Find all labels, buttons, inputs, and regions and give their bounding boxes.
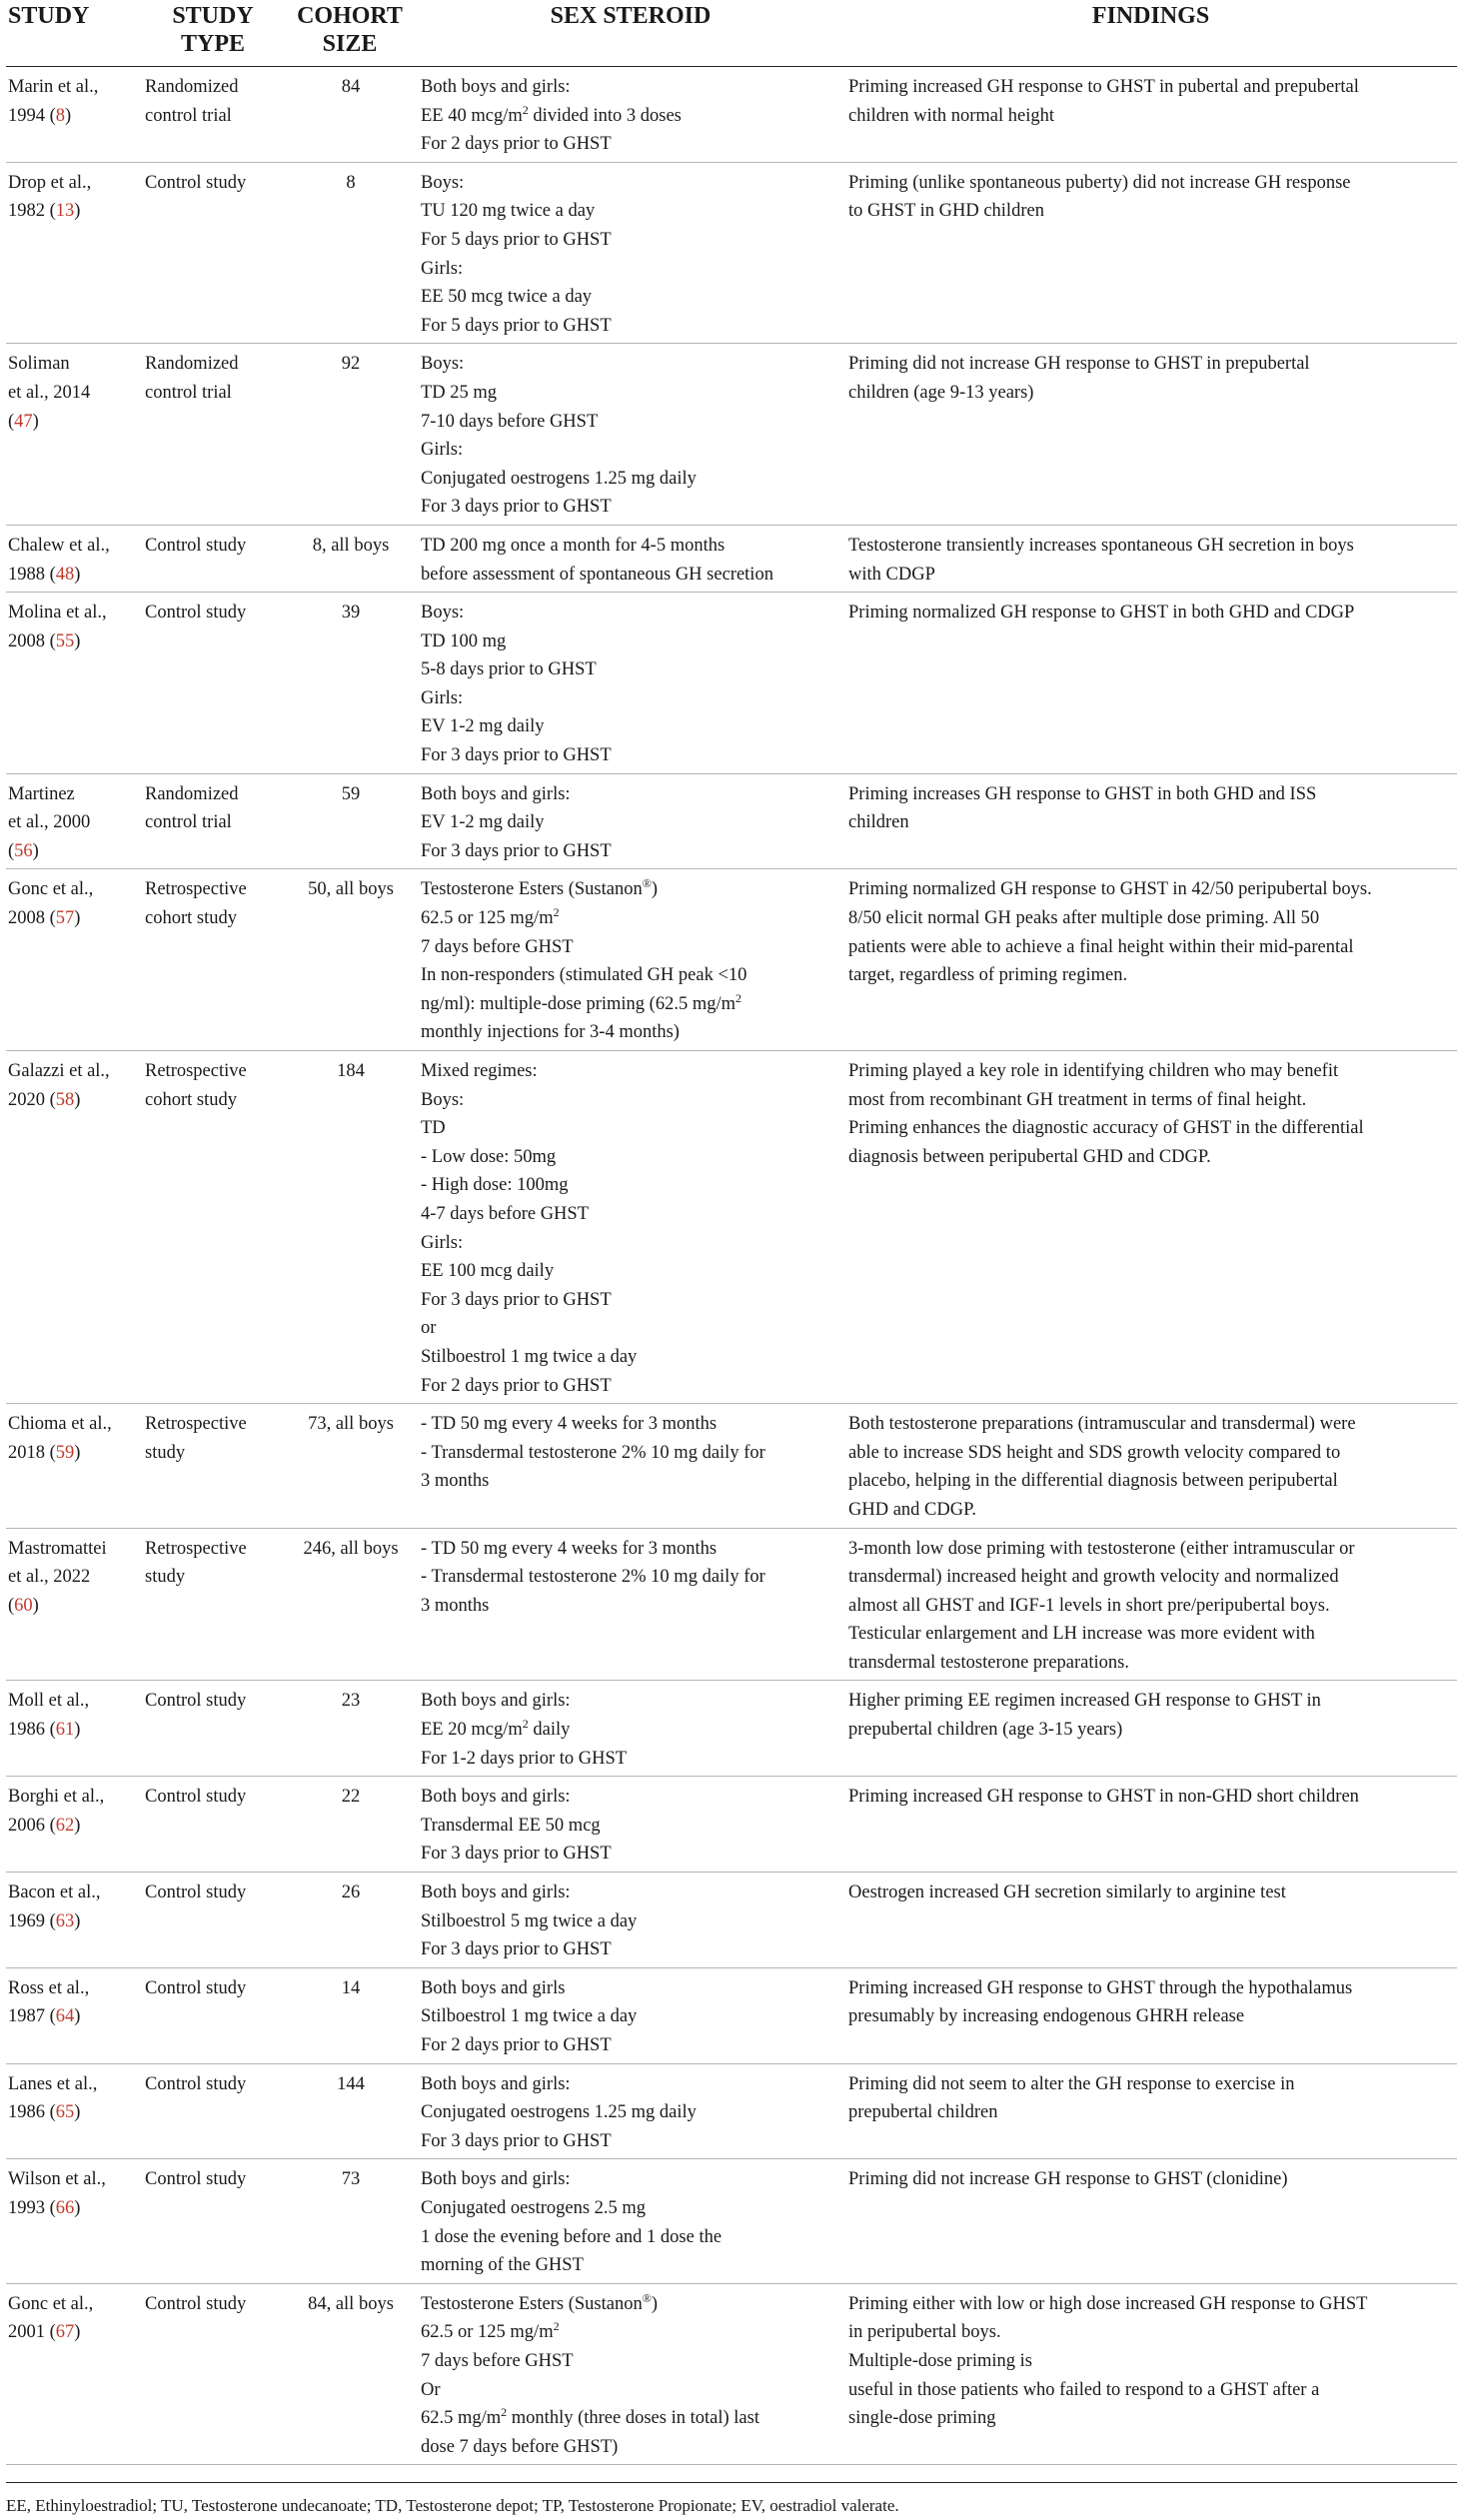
study-type-line: Control study bbox=[145, 535, 247, 556]
study-line: Ross et al., bbox=[8, 1977, 90, 1998]
study-type-line: control trial bbox=[145, 812, 232, 833]
study-line: Drop et al., bbox=[8, 172, 92, 193]
study-type-line: study bbox=[145, 1442, 186, 1463]
study-line: Molina et al., bbox=[8, 603, 107, 624]
study-line: Borghi et al., bbox=[8, 1787, 105, 1808]
study-type-cell bbox=[143, 344, 283, 526]
study-line: 2006 (62) bbox=[8, 1815, 81, 1836]
studies-table bbox=[6, 0, 1457, 2465]
sex-steroid-line: Conjugated oestrogens 1.25 mg daily bbox=[421, 2102, 697, 2123]
sex-steroid-line: ng/ml): multiple-dose priming (62.5 $mg/m^2$ bbox=[421, 990, 741, 1014]
study-line: 1988 (48) bbox=[8, 564, 81, 585]
findings-cell bbox=[844, 1051, 1457, 1404]
sex-steroid-line: - TD 50 mg every 4 weeks for 3 months bbox=[421, 1538, 718, 1559]
sex-steroid-cell bbox=[417, 67, 844, 163]
findings-line: Multiple-dose priming is bbox=[848, 2350, 1032, 2371]
sex-steroid-line: TU 120 mg twice a day bbox=[421, 201, 596, 222]
findings-cell bbox=[844, 1528, 1457, 1681]
study-type-cell bbox=[143, 1051, 283, 1404]
study-line: 2008 (55) bbox=[8, 630, 81, 651]
findings-line: patients were able to achieve a final height within their mid-parental bbox=[848, 936, 1354, 957]
findings-line: Testicular enlargement and LH increase was more evident with bbox=[848, 1624, 1315, 1645]
study-type-line: Control study bbox=[145, 1977, 247, 1998]
study-type-line: Control study bbox=[145, 2293, 247, 2314]
sex-steroid-line: EE 40 mcg/$m^2$ divided into 3 doses bbox=[421, 102, 682, 126]
sex-steroid-line: Conjugated oestrogens 2.5 mg bbox=[421, 2197, 647, 2218]
sex-steroid-line: 7-10 days before GHST bbox=[421, 411, 599, 432]
study-type-line: Retrospective bbox=[145, 1061, 247, 1081]
study-cell bbox=[6, 593, 143, 774]
sex-steroid-line: 4-7 days before GHST bbox=[421, 1203, 589, 1224]
sex-steroid-line: TD 100 mg bbox=[421, 630, 507, 651]
findings-line: children bbox=[848, 812, 909, 833]
sex-steroid-line: Girls: bbox=[421, 687, 464, 708]
cohort-size-cell: 92 bbox=[283, 344, 417, 526]
study-type-line: Control study bbox=[145, 2073, 247, 2094]
findings-line: to GHST in GHD children bbox=[848, 201, 1044, 222]
findings-line: transdermal) increased height and growth velocity and normalized bbox=[848, 1567, 1339, 1588]
sex-steroid-line: 3 months bbox=[421, 1471, 490, 1492]
cohort-size-cell: 39 bbox=[283, 593, 417, 774]
study-cell bbox=[6, 1681, 143, 1777]
sex-steroid-line: For 3 days prior to GHST bbox=[421, 1844, 612, 1865]
sex-steroid-line: EV 1-2 mg daily bbox=[421, 812, 545, 833]
sex-steroid-line: In non-responders (stimulated GH peak <10 bbox=[421, 965, 747, 986]
findings-line: 8/50 elicit normal GH peaks after multiple dose priming. All 50 bbox=[848, 908, 1320, 929]
study-line: Lanes et al., bbox=[8, 2073, 98, 2094]
table-row bbox=[6, 2159, 1457, 2283]
findings-cell bbox=[844, 1404, 1457, 1528]
sex-steroid-line: - Transdermal testosterone 2% 10 mg daily for bbox=[421, 1442, 765, 1463]
findings-cell bbox=[844, 869, 1457, 1051]
study-type-line: Retrospective bbox=[145, 1538, 247, 1559]
findings-line: diagnosis between peripubertal GHD and CDGP. bbox=[848, 1146, 1211, 1167]
sex-steroid-line: 3 months bbox=[421, 1595, 490, 1616]
sex-steroid-line: Boys: bbox=[421, 354, 465, 375]
study-line: et al., 2000 bbox=[8, 812, 91, 833]
sex-steroid-line: Both boys and girls: bbox=[421, 783, 571, 804]
sex-steroid-line: For 2 days prior to GHST bbox=[421, 134, 612, 155]
sex-steroid-line: - TD 50 mg every 4 weeks for 3 months bbox=[421, 1414, 718, 1435]
findings-line: GHD and CDGP. bbox=[848, 1499, 976, 1520]
cohort-size-cell: 50, all boys bbox=[283, 869, 417, 1051]
study-cell bbox=[6, 1777, 143, 1873]
sex-steroid-cell bbox=[417, 2283, 844, 2465]
cohort-size-cell: 73 bbox=[283, 2159, 417, 2283]
findings-line: almost all GHST and IGF-1 levels in short pre/peripubertal boys. bbox=[848, 1595, 1330, 1616]
table-row bbox=[6, 344, 1457, 526]
sex-steroid-line: Boys: bbox=[421, 172, 465, 193]
sex-steroid-cell bbox=[417, 1777, 844, 1873]
findings-line: Priming increased GH response to GHST in non-GHD short children bbox=[848, 1787, 1359, 1808]
table-row bbox=[6, 1404, 1457, 1528]
study-line: 2001 (67) bbox=[8, 2322, 81, 2343]
sex-steroid-line: 1 dose the evening before and 1 dose the bbox=[421, 2226, 723, 2247]
findings-line: single-dose priming bbox=[848, 2408, 996, 2429]
sex-steroid-cell bbox=[417, 2159, 844, 2283]
table-row bbox=[6, 1967, 1457, 2063]
findings-cell bbox=[844, 1967, 1457, 2063]
sex-steroid-line: Stilboestrol 1 mg twice a day bbox=[421, 1346, 638, 1367]
sex-steroid-line: Testosterone Esters (Sustanon®) bbox=[421, 876, 658, 900]
study-cell bbox=[6, 1528, 143, 1681]
study-line: et al., 2014 bbox=[8, 382, 91, 403]
findings-cell bbox=[844, 525, 1457, 592]
study-line: Bacon et al., bbox=[8, 1883, 101, 1903]
sex-steroid-line: Girls: bbox=[421, 258, 464, 279]
cohort-size-cell: 8, all boys bbox=[283, 525, 417, 592]
sex-steroid-line: Both boys and girls: bbox=[421, 1883, 571, 1903]
findings-cell bbox=[844, 1873, 1457, 1968]
sex-steroid-line: Both boys and girls: bbox=[421, 1787, 571, 1808]
cohort-size-cell: 84 bbox=[283, 67, 417, 163]
study-cell bbox=[6, 2063, 143, 2159]
study-type-line: Randomized bbox=[145, 77, 239, 97]
sex-steroid-line: For 5 days prior to GHST bbox=[421, 229, 612, 250]
sex-steroid-cell bbox=[417, 1404, 844, 1528]
sex-steroid-line: EE 50 mcg twice a day bbox=[421, 287, 593, 308]
study-line: Chioma et al., bbox=[8, 1414, 112, 1435]
study-cell bbox=[6, 344, 143, 526]
findings-line: prepubertal children bbox=[848, 2102, 998, 2123]
study-line: 2020 (58) bbox=[8, 1089, 81, 1110]
study-cell bbox=[6, 1404, 143, 1528]
sex-steroid-line: For 3 days prior to GHST bbox=[421, 745, 612, 766]
findings-line: Testosterone transiently increases spontaneous GH secretion in boys bbox=[848, 535, 1354, 556]
study-line: 1986 (61) bbox=[8, 1720, 81, 1741]
sex-steroid-line: 62.5 $mg/m^2$ monthly (three doses in total) last bbox=[421, 2404, 759, 2429]
header-row bbox=[6, 0, 1457, 67]
sex-steroid-line: For 3 days prior to GHST bbox=[421, 497, 612, 518]
study-type-line: Control study bbox=[145, 1883, 247, 1903]
study-line: 1993 (66) bbox=[8, 2197, 81, 2218]
header-sex-steroid: SEX STEROID bbox=[417, 0, 844, 67]
sex-steroid-line: Boys: bbox=[421, 1089, 465, 1110]
sex-steroid-cell bbox=[417, 1528, 844, 1681]
findings-line: children with normal height bbox=[848, 105, 1055, 126]
study-line: (47) bbox=[8, 411, 39, 432]
sex-steroid-line: Both boys and girls: bbox=[421, 2169, 571, 2190]
header-cohort-size bbox=[283, 0, 417, 67]
study-line: 1994 (8) bbox=[8, 105, 72, 126]
sex-steroid-line: Transdermal EE 50 mcg bbox=[421, 1815, 601, 1836]
table-row bbox=[6, 525, 1457, 592]
study-type-cell bbox=[143, 2159, 283, 2283]
study-cell bbox=[6, 67, 143, 163]
findings-line: Priming normalized GH response to GHST in 42/50 peripubertal boys. bbox=[848, 879, 1372, 900]
sex-steroid-line: For 5 days prior to GHST bbox=[421, 315, 612, 336]
sex-steroid-cell bbox=[417, 1681, 844, 1777]
sex-steroid-line: Both boys and girls bbox=[421, 1977, 566, 1998]
sex-steroid-cell bbox=[417, 1873, 844, 1968]
header-study: STUDY bbox=[6, 0, 143, 67]
findings-line: prepubertal children (age 3-15 years) bbox=[848, 1720, 1123, 1741]
sex-steroid-cell bbox=[417, 773, 844, 869]
table-row bbox=[6, 2283, 1457, 2465]
table-row bbox=[6, 67, 1457, 163]
sex-steroid-line: For 3 days prior to GHST bbox=[421, 1939, 612, 1960]
study-line: 1969 (63) bbox=[8, 1910, 81, 1931]
study-type-cell bbox=[143, 67, 283, 163]
sex-steroid-line: Both boys and girls: bbox=[421, 77, 571, 97]
study-type-line: cohort study bbox=[145, 1089, 237, 1110]
study-type-cell bbox=[143, 869, 283, 1051]
study-type-line: Retrospective bbox=[145, 879, 247, 900]
study-type-line: control trial bbox=[145, 382, 232, 403]
table-row bbox=[6, 2063, 1457, 2159]
table-row bbox=[6, 162, 1457, 344]
table-row bbox=[6, 1873, 1457, 1968]
study-line: Mastromattei bbox=[8, 1538, 107, 1559]
sex-steroid-line: Both boys and girls: bbox=[421, 1691, 571, 1712]
cohort-size-cell: 14 bbox=[283, 1967, 417, 2063]
sex-steroid-line: EE 100 mcg daily bbox=[421, 1261, 555, 1282]
findings-line: Priming (unlike spontaneous puberty) did not increase GH response bbox=[848, 172, 1351, 193]
cohort-size-cell: 184 bbox=[283, 1051, 417, 1404]
sex-steroid-line: morning of the GHST bbox=[421, 2255, 584, 2276]
table-row bbox=[6, 1777, 1457, 1873]
findings-line: in peripubertal boys. bbox=[848, 2322, 1001, 2343]
sex-steroid-cell bbox=[417, 1967, 844, 2063]
sex-steroid-line: For 1-2 days prior to GHST bbox=[421, 1748, 628, 1769]
study-type-cell bbox=[143, 2063, 283, 2159]
table-body bbox=[6, 67, 1457, 2465]
cohort-size-cell: 84, all boys bbox=[283, 2283, 417, 2465]
findings-line: most from recombinant GH treatment in terms of final height. bbox=[848, 1089, 1307, 1110]
sex-steroid-line: EV 1-2 mg daily bbox=[421, 716, 545, 737]
sex-steroid-line: before assessment of spontaneous GH secretion bbox=[421, 564, 773, 585]
findings-line: Priming did not increase GH response to GHST in prepubertal bbox=[848, 354, 1310, 375]
study-type-line: control trial bbox=[145, 105, 232, 126]
study-line: Marin et al., bbox=[8, 77, 99, 97]
findings-cell bbox=[844, 162, 1457, 344]
cohort-size-cell: 22 bbox=[283, 1777, 417, 1873]
findings-line: Priming either with low or high dose increased GH response to GHST bbox=[848, 2293, 1368, 2314]
findings-line: Priming increased GH response to GHST through the hypothalamus bbox=[848, 1977, 1353, 1998]
footnote: EE, Ethinyloestradiol; TU, Testosterone undecanoate; TD, Testosterone depot; TP, Testosterone Propionate; EV, oestradiol valerate. bbox=[6, 2496, 899, 2515]
sex-steroid-line: For 2 days prior to GHST bbox=[421, 2035, 612, 2055]
study-line: Moll et al., bbox=[8, 1691, 90, 1712]
study-line: et al., 2022 bbox=[8, 1567, 91, 1588]
findings-cell bbox=[844, 593, 1457, 774]
header-study-type-text: STUDY TYPE bbox=[172, 3, 254, 57]
findings-line: Higher priming EE regimen increased GH response to GHST in bbox=[848, 1691, 1321, 1712]
sex-steroid-line: 7 days before GHST bbox=[421, 936, 574, 957]
sex-steroid-line: For 3 days prior to GHST bbox=[421, 2130, 612, 2151]
sex-steroid-line: 7 days before GHST bbox=[421, 2350, 574, 2371]
findings-line: presumably by increasing endogenous GHRH release bbox=[848, 2006, 1245, 2027]
study-cell bbox=[6, 525, 143, 592]
findings-line: Priming did not increase GH response to GHST (clonidine) bbox=[848, 2169, 1288, 2190]
table-row bbox=[6, 1051, 1457, 1404]
sex-steroid-cell bbox=[417, 162, 844, 344]
sex-steroid-line: Conjugated oestrogens 1.25 mg daily bbox=[421, 468, 697, 489]
sex-steroid-line: Stilboestrol 5 mg twice a day bbox=[421, 1910, 638, 1931]
study-type-cell bbox=[143, 1528, 283, 1681]
sex-steroid-line: Girls: bbox=[421, 440, 464, 461]
study-type-cell bbox=[143, 1681, 283, 1777]
cohort-size-cell: 73, all boys bbox=[283, 1404, 417, 1528]
study-line: Martinez bbox=[8, 783, 75, 804]
study-type-line: Control study bbox=[145, 1691, 247, 1712]
study-line: 1982 (13) bbox=[8, 201, 81, 222]
findings-cell bbox=[844, 1681, 1457, 1777]
footnote-rule bbox=[6, 2482, 1457, 2483]
study-line: Galazzi et al., bbox=[8, 1061, 110, 1081]
sex-steroid-line: monthly injections for 3-4 months) bbox=[421, 1022, 680, 1043]
sex-steroid-line: TD bbox=[421, 1118, 446, 1139]
sex-steroid-line: 62.5 or 125 $mg/m^2$ bbox=[421, 2319, 560, 2343]
study-type-line: Control study bbox=[145, 2169, 247, 2190]
study-type-line: Control study bbox=[145, 172, 247, 193]
sex-steroid-line: Girls: bbox=[421, 1232, 464, 1253]
findings-line: Both testosterone preparations (intramuscular and transdermal) were bbox=[848, 1414, 1356, 1435]
study-type-cell bbox=[143, 162, 283, 344]
findings-cell bbox=[844, 2283, 1457, 2465]
sex-steroid-line: Both boys and girls: bbox=[421, 2073, 571, 2094]
study-cell bbox=[6, 1873, 143, 1968]
sex-steroid-line: dose 7 days before GHST) bbox=[421, 2436, 619, 2457]
findings-line: Priming increases GH response to GHST in both GHD and ISS bbox=[848, 783, 1317, 804]
study-type-line: Retrospective bbox=[145, 1414, 247, 1435]
sex-steroid-line: or bbox=[421, 1318, 437, 1339]
sex-steroid-cell bbox=[417, 1051, 844, 1404]
sex-steroid-line: - High dose: 100mg bbox=[421, 1175, 569, 1196]
findings-line: Priming did not seem to alter the GH response to exercise in bbox=[848, 2073, 1295, 2094]
cohort-size-cell: 246, all boys bbox=[283, 1528, 417, 1681]
study-cell bbox=[6, 1051, 143, 1404]
sex-steroid-line: - Low dose: 50mg bbox=[421, 1146, 557, 1167]
sex-steroid-line: Mixed regimes: bbox=[421, 1061, 538, 1081]
sex-steroid-line: Or bbox=[421, 2379, 441, 2400]
sex-steroid-line: TD 200 mg once a month for 4-5 months bbox=[421, 535, 726, 556]
study-type-cell bbox=[143, 1404, 283, 1528]
sex-steroid-line: 5-8 days prior to GHST bbox=[421, 659, 597, 680]
header-cohort-size-text: COHORT SIZE bbox=[297, 3, 403, 57]
study-line: 2018 (59) bbox=[8, 1442, 81, 1463]
sex-steroid-line: For 3 days prior to GHST bbox=[421, 1289, 612, 1310]
study-type-line: Randomized bbox=[145, 354, 239, 375]
findings-cell bbox=[844, 67, 1457, 163]
sex-steroid-line: Boys: bbox=[421, 603, 465, 624]
sex-steroid-line: EE 20 mcg/$m^2$ daily bbox=[421, 1716, 571, 1741]
sex-steroid-line: For 2 days prior to GHST bbox=[421, 1375, 612, 1396]
sex-steroid-line: TD 25 mg bbox=[421, 382, 498, 403]
findings-line: Oestrogen increased GH secretion similarly to arginine test bbox=[848, 1883, 1286, 1903]
study-type-line: Control study bbox=[145, 603, 247, 624]
study-cell bbox=[6, 2283, 143, 2465]
sex-steroid-line: 62.5 or 125 $mg/m^2$ bbox=[421, 904, 560, 929]
study-type-cell bbox=[143, 773, 283, 869]
sex-steroid-cell bbox=[417, 344, 844, 526]
study-line: Wilson et al., bbox=[8, 2169, 106, 2190]
cohort-size-cell: 8 bbox=[283, 162, 417, 344]
table-row bbox=[6, 869, 1457, 1051]
sex-steroid-line: Stilboestrol 1 mg twice a day bbox=[421, 2006, 638, 2027]
findings-line: 3-month low dose priming with testosterone (either intramuscular or bbox=[848, 1538, 1355, 1559]
sex-steroid-line: - Transdermal testosterone 2% 10 mg daily for bbox=[421, 1567, 765, 1588]
study-type-cell bbox=[143, 1777, 283, 1873]
table-row bbox=[6, 1528, 1457, 1681]
findings-line: target, regardless of priming regimen. bbox=[848, 965, 1128, 986]
findings-cell bbox=[844, 344, 1457, 526]
findings-line: transdermal testosterone preparations. bbox=[848, 1652, 1129, 1673]
sex-steroid-cell bbox=[417, 869, 844, 1051]
study-type-line: Randomized bbox=[145, 783, 239, 804]
study-type-cell bbox=[143, 1873, 283, 1968]
sex-steroid-cell bbox=[417, 2063, 844, 2159]
findings-cell bbox=[844, 1777, 1457, 1873]
study-line: 1986 (65) bbox=[8, 2102, 81, 2123]
study-cell bbox=[6, 773, 143, 869]
study-type-cell bbox=[143, 2283, 283, 2465]
study-cell bbox=[6, 869, 143, 1051]
findings-cell bbox=[844, 2063, 1457, 2159]
study-line: 2008 (57) bbox=[8, 908, 81, 929]
table-row bbox=[6, 593, 1457, 774]
study-type-line: cohort study bbox=[145, 908, 237, 929]
study-line: 1987 (64) bbox=[8, 2006, 81, 2027]
table-row bbox=[6, 1681, 1457, 1777]
study-type-cell bbox=[143, 525, 283, 592]
study-type-line: study bbox=[145, 1567, 186, 1588]
findings-line: Priming played a key role in identifying children who may benefit bbox=[848, 1061, 1339, 1081]
findings-line: able to increase SDS height and SDS growth velocity compared to bbox=[848, 1442, 1341, 1463]
cohort-size-cell: 23 bbox=[283, 1681, 417, 1777]
findings-line: Priming normalized GH response to GHST in both GHD and CDGP bbox=[848, 603, 1355, 624]
sex-steroid-cell bbox=[417, 593, 844, 774]
study-cell bbox=[6, 2159, 143, 2283]
study-line: (56) bbox=[8, 840, 39, 861]
study-line: Soliman bbox=[8, 354, 70, 375]
cohort-size-cell: 26 bbox=[283, 1873, 417, 1968]
study-line: Chalew et al., bbox=[8, 535, 110, 556]
study-cell bbox=[6, 1967, 143, 2063]
study-cell bbox=[6, 162, 143, 344]
findings-line: with CDGP bbox=[848, 564, 935, 585]
findings-line: Priming increased GH response to GHST in pubertal and prepubertal bbox=[848, 77, 1359, 97]
table-row bbox=[6, 773, 1457, 869]
findings-line: placebo, helping in the differential diagnosis between peripubertal bbox=[848, 1471, 1338, 1492]
header-study-type bbox=[143, 0, 283, 67]
cohort-size-cell: 59 bbox=[283, 773, 417, 869]
header-findings: FINDINGS bbox=[844, 0, 1457, 67]
findings-cell bbox=[844, 773, 1457, 869]
findings-line: useful in those patients who failed to respond to a GHST after a bbox=[848, 2379, 1320, 2400]
findings-line: children (age 9-13 years) bbox=[848, 382, 1034, 403]
cohort-size-cell: 144 bbox=[283, 2063, 417, 2159]
findings-cell bbox=[844, 2159, 1457, 2283]
study-line: (60) bbox=[8, 1595, 39, 1616]
sex-steroid-line: Testosterone Esters (Sustanon®) bbox=[421, 2290, 658, 2314]
sex-steroid-line: For 3 days prior to GHST bbox=[421, 840, 612, 861]
findings-line: Priming enhances the diagnostic accuracy of GHST in the differential bbox=[848, 1118, 1364, 1139]
study-line: Gonc et al., bbox=[8, 2293, 94, 2314]
study-type-line: Control study bbox=[145, 1787, 247, 1808]
study-type-cell bbox=[143, 593, 283, 774]
study-line: Gonc et al., bbox=[8, 879, 94, 900]
study-type-cell bbox=[143, 1967, 283, 2063]
sex-steroid-cell bbox=[417, 525, 844, 592]
